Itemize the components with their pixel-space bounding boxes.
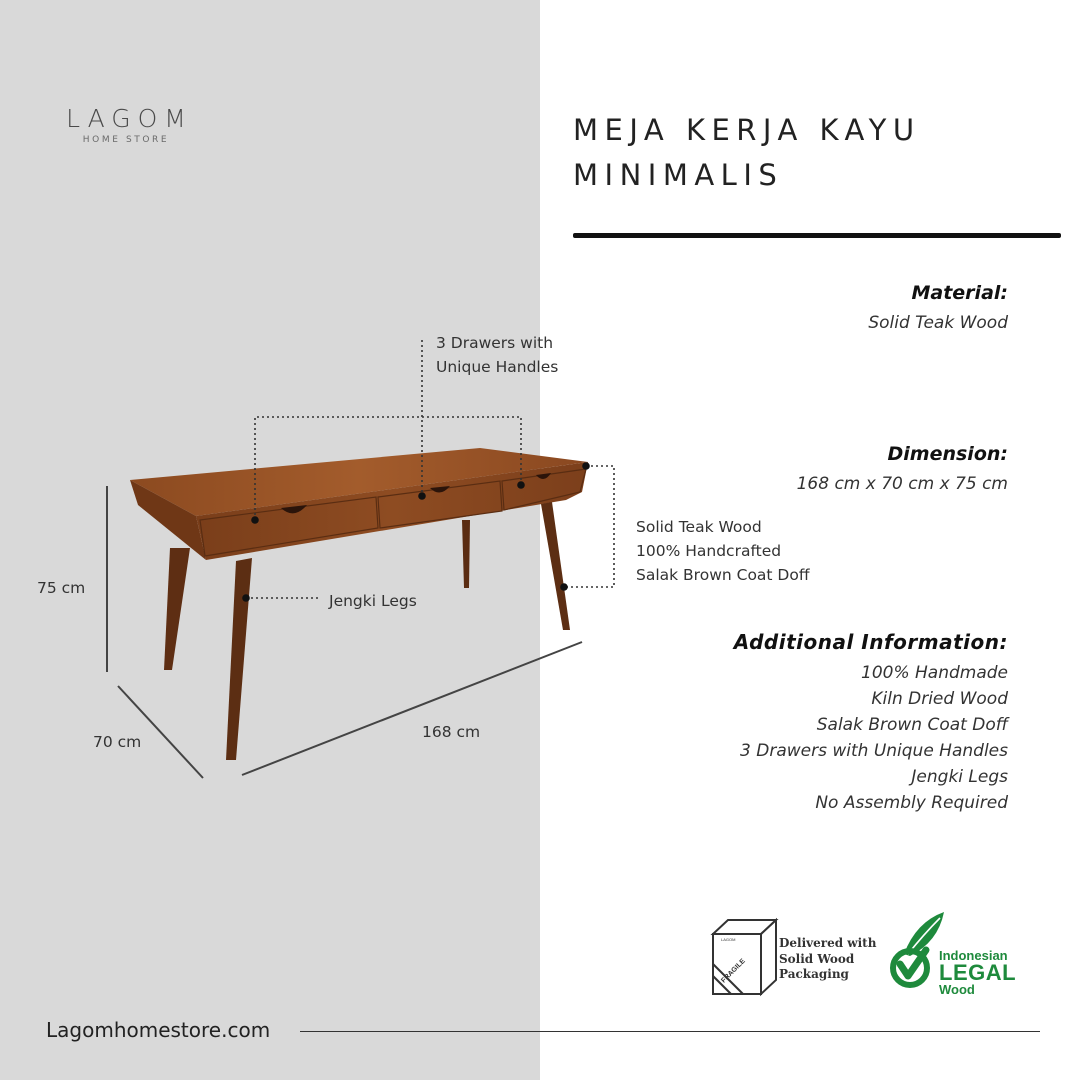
packaging-badge xyxy=(710,916,880,1000)
product-title-line1: MEJA KERJA KAYU xyxy=(573,113,921,147)
additional-info-item: 3 Drawers with Unique Handles xyxy=(740,741,1008,761)
legal-line2: LEGAL xyxy=(939,960,1017,985)
legs-callout: Jengki Legs xyxy=(329,592,417,610)
box-fragile-text: FRAGILE xyxy=(720,957,747,985)
additional-info-item: Salak Brown Coat Doff xyxy=(816,715,1008,735)
additional-info-item: Kiln Dried Wood xyxy=(871,689,1008,709)
product-title-line2: MINIMALIS xyxy=(573,158,784,192)
packaging-line1: Delivered with xyxy=(779,936,877,950)
packaging-text xyxy=(779,936,876,983)
legal-wood-badge xyxy=(886,908,1016,1000)
drawers-callout xyxy=(436,331,558,379)
packaging-line3: Packaging xyxy=(779,967,849,981)
brand-name: LAGOM xyxy=(66,104,193,133)
footer-divider xyxy=(300,1031,1040,1032)
brand-tagline: HOME STORE xyxy=(82,135,170,145)
finish-callout-line2: 100% Handcrafted xyxy=(636,542,782,560)
drawers-callout-line1: 3 Drawers with xyxy=(436,334,554,352)
dimension-value: 168 cm x 70 cm x 75 cm xyxy=(796,474,1008,494)
additional-info-item: Jengki Legs xyxy=(911,767,1008,787)
width-dimension-label: 168 cm xyxy=(422,723,481,741)
material-label: Material: xyxy=(911,282,1008,304)
legal-line1: Indonesian xyxy=(939,948,1008,963)
depth-dimension-label: 70 cm xyxy=(93,733,142,751)
height-dimension-label: 75 cm xyxy=(37,579,86,597)
additional-info-item: 100% Handmade xyxy=(861,663,1008,683)
material-value: Solid Teak Wood xyxy=(868,313,1008,333)
legal-line3: Wood xyxy=(939,982,975,997)
box-brand-text: LAGOM xyxy=(721,937,736,942)
drawers-callout-line2: Unique Handles xyxy=(436,358,559,376)
legal-wood-leaf-icon xyxy=(886,908,946,994)
website-link[interactable]: Lagomhomestore.com xyxy=(46,1018,271,1042)
fragile-box-icon xyxy=(710,916,780,1000)
finish-callout xyxy=(636,515,810,587)
additional-info-item: No Assembly Required xyxy=(815,793,1008,813)
additional-info-label: Additional Information: xyxy=(733,630,1008,654)
finish-callout-line3: Salak Brown Coat Doff xyxy=(636,566,810,584)
finish-callout-line1: Solid Teak Wood xyxy=(636,518,762,536)
packaging-line2: Solid Wood xyxy=(779,951,855,966)
dimension-label: Dimension: xyxy=(887,443,1008,465)
